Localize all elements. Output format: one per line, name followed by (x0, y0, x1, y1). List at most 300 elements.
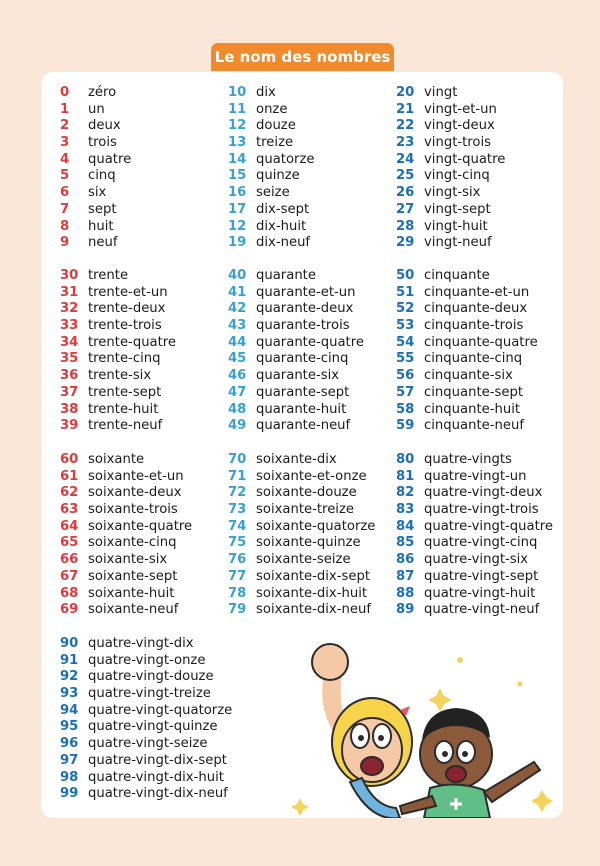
number-digit: 44 (228, 334, 247, 350)
number-entry (60, 152, 228, 169)
number-word: soixante-six (88, 552, 168, 568)
number-word: neuf (88, 235, 118, 251)
number-digit: 20 (396, 85, 415, 100)
numbers-block-0-29 (60, 85, 564, 252)
number-word: un (88, 101, 105, 117)
number-entry (396, 202, 564, 219)
number-word: dix-neuf (256, 235, 311, 251)
number-digit: 16 (228, 185, 247, 201)
number-digit: 64 (60, 518, 79, 534)
number-word: quarante-six (256, 368, 340, 384)
number-digit: 12 (228, 218, 247, 234)
number-word: quatre-vingt-douze (88, 669, 214, 685)
number-word: douze (256, 118, 296, 134)
number-word: trente-cinq (88, 351, 161, 367)
number-word: seize (256, 185, 290, 201)
number-digit: 51 (396, 284, 415, 300)
number-digit: 25 (396, 168, 415, 184)
number-word: soixante-quinze (256, 535, 361, 551)
number-digit: 82 (396, 485, 415, 501)
number-entry (396, 586, 564, 603)
number-word: soixante-sept (88, 568, 178, 584)
number-word: quatre-vingt-quinze (88, 719, 218, 735)
number-entry (60, 469, 228, 486)
number-word: quatre-vingt-deux (424, 485, 543, 501)
number-word: soixante-dix-neuf (256, 602, 371, 618)
number-word: vingt-sept (424, 201, 491, 217)
number-digit: 56 (396, 368, 415, 384)
number-entry (228, 102, 396, 119)
number-word: quarante-trois (256, 318, 350, 334)
number-entry (396, 519, 564, 536)
number-digit: 99 (60, 786, 79, 802)
number-word: soixante-dix-sept (256, 568, 371, 584)
number-word: cinquante (424, 268, 490, 283)
number-entry (60, 786, 228, 803)
number-word: vingt-quatre (424, 151, 506, 167)
number-digit: 59 (396, 418, 415, 434)
number-entry (228, 168, 396, 185)
number-digit: 3 (60, 135, 70, 151)
number-digit: 96 (60, 736, 79, 752)
number-word: quarante-cinq (256, 351, 349, 367)
number-entry (396, 285, 564, 302)
number-digit: 35 (60, 351, 79, 367)
boy-character (400, 708, 540, 818)
number-digit: 61 (60, 468, 79, 484)
number-word: cinquante-quatre (424, 334, 538, 350)
number-digit: 15 (228, 168, 247, 184)
number-digit: 39 (60, 418, 79, 434)
number-word: quarante-neuf (256, 418, 351, 434)
number-digit: 30 (60, 268, 79, 283)
number-word: soixante (88, 452, 145, 467)
number-entry (228, 268, 396, 285)
number-digit: 93 (60, 686, 79, 702)
number-entry (60, 135, 228, 152)
number-word: cinquante-neuf (424, 418, 524, 434)
number-digit: 31 (60, 284, 79, 300)
number-word: quatre-vingt-dix-huit (88, 769, 224, 785)
number-word: soixante-dix-huit (256, 585, 368, 601)
number-entry (228, 318, 396, 335)
page-title: Le nom des nombres (211, 43, 394, 71)
number-digit: 22 (396, 118, 415, 134)
number-digit: 74 (228, 518, 247, 534)
number-word: quatre-vingt-quatorze (88, 702, 233, 718)
number-digit: 53 (396, 318, 415, 334)
number-word: soixante-quatorze (256, 518, 376, 534)
number-entry (396, 368, 564, 385)
number-entry (396, 318, 564, 335)
number-column (60, 636, 233, 803)
number-entry (396, 552, 564, 569)
number-entry (396, 402, 564, 419)
number-digit: 49 (228, 418, 247, 434)
number-entry (228, 135, 396, 152)
number-column (60, 452, 228, 619)
number-digit: 1 (60, 101, 70, 117)
number-digit: 47 (228, 384, 247, 400)
number-word: soixante-quatre (88, 518, 193, 534)
number-entry (60, 318, 228, 335)
number-entry (396, 469, 564, 486)
number-word: quatre-vingt-seize (88, 736, 208, 752)
number-word: quatre-vingt-trois (424, 502, 539, 518)
number-entry (228, 335, 396, 352)
number-digit: 6 (60, 185, 70, 201)
number-digit: 89 (396, 602, 415, 618)
number-word: sept (88, 201, 117, 217)
number-entry (60, 502, 228, 519)
cartoon-kids-illustration (280, 622, 562, 818)
number-digit: 97 (60, 752, 79, 768)
number-digit: 85 (396, 535, 415, 551)
number-entry (228, 219, 396, 236)
number-entry (60, 301, 228, 318)
number-entry (60, 351, 228, 368)
numbers-block-30-59 (60, 268, 564, 435)
number-digit: 23 (396, 135, 415, 151)
number-entry (60, 653, 228, 670)
number-entry (228, 351, 396, 368)
number-word: quarante-huit (256, 401, 347, 417)
number-word: treize (256, 135, 294, 151)
number-digit: 76 (228, 552, 247, 568)
number-digit: 67 (60, 568, 79, 584)
number-entry (60, 219, 228, 236)
number-digit: 45 (228, 351, 247, 367)
number-entry (228, 202, 396, 219)
number-digit: 91 (60, 652, 79, 668)
number-digit: 78 (228, 585, 247, 601)
number-digit: 13 (228, 135, 247, 151)
number-entry (228, 535, 396, 552)
number-digit: 42 (228, 301, 247, 317)
number-digit: 7 (60, 201, 70, 217)
number-entry (60, 418, 228, 435)
number-word: soixante-cinq (88, 535, 177, 551)
number-word: vingt-deux (424, 118, 495, 134)
number-word: trente (88, 268, 129, 283)
number-word: soixante-neuf (88, 602, 179, 618)
number-entry (60, 85, 228, 102)
number-entry (396, 102, 564, 119)
number-word: cinquante-cinq (424, 351, 523, 367)
number-digit: 95 (60, 719, 79, 735)
number-word: quatre-vingt-neuf (424, 602, 540, 618)
number-entry (396, 385, 564, 402)
number-word: quatre-vingt-six (424, 552, 529, 568)
number-entry (60, 602, 228, 619)
number-word: soixante-deux (88, 485, 182, 501)
number-word: quatre-vingt-sept (424, 568, 539, 584)
number-digit: 10 (228, 85, 247, 100)
number-digit: 88 (396, 585, 415, 601)
number-digit: 94 (60, 702, 79, 718)
number-entry (60, 770, 228, 787)
number-entry (396, 602, 564, 619)
number-digit: 2 (60, 118, 70, 134)
number-word: quatre-vingt-huit (424, 585, 536, 601)
number-entry (228, 602, 396, 619)
number-word: quatre-vingt-un (424, 468, 527, 484)
number-digit: 50 (396, 268, 415, 283)
number-word: trente-sept (88, 384, 162, 400)
number-digit: 36 (60, 368, 79, 384)
number-entry (60, 118, 228, 135)
number-entry (60, 335, 228, 352)
number-word: quarante-sept (256, 384, 350, 400)
number-entry (228, 152, 396, 169)
number-entry (228, 418, 396, 435)
number-digit: 11 (228, 101, 247, 117)
number-digit: 58 (396, 401, 415, 417)
number-digit: 34 (60, 334, 79, 350)
number-digit: 75 (228, 535, 247, 551)
number-digit: 65 (60, 535, 79, 551)
number-column (228, 452, 396, 619)
number-entry (228, 485, 396, 502)
girl-character (312, 644, 412, 818)
number-digit: 46 (228, 368, 247, 384)
number-digit: 32 (60, 301, 79, 317)
number-digit: 48 (228, 401, 247, 417)
number-entry (396, 335, 564, 352)
number-word: trente-six (88, 368, 152, 384)
number-entry (60, 185, 228, 202)
number-digit: 24 (396, 151, 415, 167)
number-word: cinquante-sept (424, 384, 524, 400)
number-word: soixante-et-onze (256, 468, 367, 484)
number-word: quatre (88, 151, 132, 167)
number-entry (60, 719, 228, 736)
number-entry (228, 385, 396, 402)
number-word: vingt-neuf (424, 235, 492, 251)
number-entry (396, 135, 564, 152)
number-entry (396, 502, 564, 519)
number-digit: 41 (228, 284, 247, 300)
number-entry (228, 118, 396, 135)
number-word: soixante-huit (88, 585, 175, 601)
number-digit: 77 (228, 568, 247, 584)
number-entry (228, 402, 396, 419)
number-digit: 72 (228, 485, 247, 501)
number-word: dix (256, 85, 276, 100)
number-word: soixante-treize (256, 502, 355, 518)
number-entry (228, 552, 396, 569)
number-digit: 80 (396, 452, 415, 467)
number-digit: 83 (396, 502, 415, 518)
number-entry (60, 552, 228, 569)
number-entry (396, 485, 564, 502)
number-word: vingt-cinq (424, 168, 490, 184)
number-column (396, 452, 564, 619)
number-entry (396, 168, 564, 185)
number-digit: 33 (60, 318, 79, 334)
number-word: quarante-deux (256, 301, 354, 317)
number-digit: 28 (396, 218, 415, 234)
number-word: quatre-vingt-onze (88, 652, 206, 668)
number-digit: 26 (396, 185, 415, 201)
number-word: vingt-trois (424, 135, 492, 151)
number-word: vingt (424, 85, 458, 100)
number-entry (396, 185, 564, 202)
number-digit: 79 (228, 602, 247, 618)
number-word: dix-sept (256, 201, 310, 217)
number-digit: 5 (60, 168, 70, 184)
number-digit: 8 (60, 218, 70, 234)
number-word: trois (88, 135, 117, 151)
number-digit: 21 (396, 101, 415, 117)
number-word: trente-trois (88, 318, 162, 334)
number-word: cinquante-six (424, 368, 513, 384)
number-digit: 27 (396, 201, 415, 217)
number-word: quarante (256, 268, 316, 283)
number-word: soixante-et-un (88, 468, 184, 484)
number-digit: 63 (60, 502, 79, 518)
number-entry (228, 368, 396, 385)
number-entry (60, 702, 233, 720)
number-digit: 38 (60, 401, 79, 417)
number-entry (396, 351, 564, 368)
number-entry (396, 452, 564, 469)
number-entry (396, 235, 564, 252)
number-word: vingt-et-un (424, 101, 497, 117)
number-entry (60, 519, 228, 536)
number-digit: 81 (396, 468, 415, 484)
number-word: quatre-vingt-quatre (424, 518, 553, 534)
number-digit: 55 (396, 351, 415, 367)
number-entry (60, 586, 228, 603)
number-digit: 66 (60, 552, 79, 568)
number-word: soixante-trois (88, 502, 178, 518)
number-word: soixante-douze (256, 485, 357, 501)
number-entry (228, 235, 396, 252)
number-entry (60, 368, 228, 385)
number-digit: 70 (228, 452, 247, 467)
number-digit: 71 (228, 468, 247, 484)
number-entry (60, 285, 228, 302)
number-digit: 4 (60, 151, 70, 167)
number-digit: 37 (60, 384, 79, 400)
number-digit: 57 (396, 384, 415, 400)
number-word: quarante-et-un (256, 284, 356, 300)
number-word: quatre-vingt-dix-sept (88, 752, 227, 768)
number-entry (228, 452, 396, 469)
number-word: quatorze (256, 151, 315, 167)
number-word: quarante-quatre (256, 334, 364, 350)
number-digit: 68 (60, 585, 79, 601)
number-entry (396, 152, 564, 169)
number-entry (228, 301, 396, 318)
number-entry (228, 502, 396, 519)
numbers-block-60-89 (60, 452, 564, 619)
number-word: cinquante-trois (424, 318, 524, 334)
number-entry (228, 469, 396, 486)
number-entry (60, 636, 228, 653)
number-column (228, 85, 396, 252)
number-word: trente-et-un (88, 284, 168, 300)
number-digit: 14 (228, 151, 247, 167)
number-word: six (88, 185, 107, 201)
number-word: cinquante-et-un (424, 284, 530, 300)
number-entry (396, 301, 564, 318)
number-entry (228, 185, 396, 202)
number-word: vingt-huit (424, 218, 488, 234)
number-entry (396, 219, 564, 236)
number-digit: 84 (396, 518, 415, 534)
number-entry (396, 535, 564, 552)
number-entry (396, 118, 564, 135)
number-word: quatre-vingt-treize (88, 686, 211, 702)
number-word: quinze (256, 168, 300, 184)
number-word: onze (256, 101, 288, 117)
number-digit: 43 (228, 318, 247, 334)
number-entry (60, 402, 228, 419)
number-word: quatre-vingt-dix (88, 636, 194, 651)
number-word: quatre-vingt-cinq (424, 535, 538, 551)
number-digit: 92 (60, 669, 79, 685)
number-entry (60, 268, 228, 285)
number-word: vingt-six (424, 185, 481, 201)
number-digit: 90 (60, 636, 79, 651)
number-entry (60, 753, 228, 770)
number-digit: 73 (228, 502, 247, 518)
number-column (228, 268, 396, 435)
number-digit: 60 (60, 452, 79, 467)
number-word: cinq (88, 168, 116, 184)
number-column (396, 85, 564, 252)
number-word: trente-neuf (88, 418, 163, 434)
number-digit: 17 (228, 201, 247, 217)
number-word: trente-quatre (88, 334, 177, 350)
number-column (60, 85, 228, 252)
number-digit: 9 (60, 235, 70, 251)
number-entry (396, 85, 564, 102)
number-word: huit (88, 218, 114, 234)
number-digit: 40 (228, 268, 247, 283)
number-entry (228, 586, 396, 603)
number-column (396, 268, 564, 435)
number-digit: 54 (396, 334, 415, 350)
number-word: trente-huit (88, 401, 159, 417)
number-entry (60, 385, 228, 402)
number-entry (228, 519, 396, 536)
number-word: zéro (88, 85, 117, 100)
number-entry (60, 686, 228, 703)
number-digit: 62 (60, 485, 79, 501)
number-entry (60, 202, 228, 219)
number-entry (396, 418, 564, 435)
number-entry (228, 569, 396, 586)
number-digit: 52 (396, 301, 415, 317)
number-entry (60, 535, 228, 552)
number-word: trente-deux (88, 301, 166, 317)
number-entry (228, 285, 396, 302)
number-word: cinquante-deux (424, 301, 528, 317)
number-digit: 0 (60, 85, 70, 100)
number-entry (228, 85, 396, 102)
number-digit: 98 (60, 769, 79, 785)
number-entry (60, 669, 228, 686)
number-digit: 69 (60, 602, 79, 618)
number-entry (60, 485, 228, 502)
number-entry (60, 102, 228, 119)
number-digit: 86 (396, 552, 415, 568)
number-digit: 87 (396, 568, 415, 584)
number-entry (60, 168, 228, 185)
